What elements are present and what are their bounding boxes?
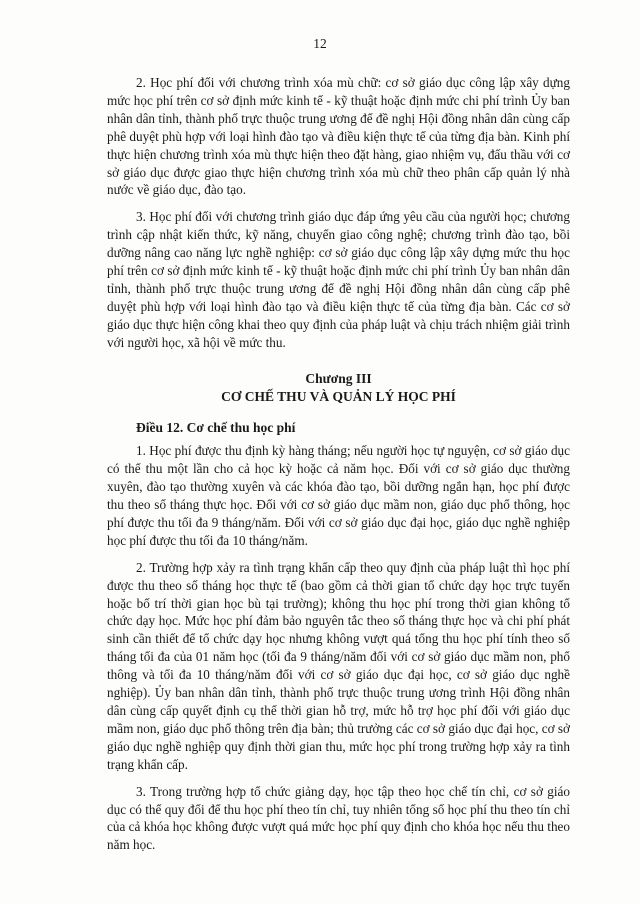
article-paragraph-1: 1. Học phí được thu định kỳ hàng tháng; nếu người học tự nguyện, cơ sở giáo dục có thể thu một lần cho cả học kỳ hoặc cả năm học. Đối với cơ sở giáo dục thường xuyên, đào tạo thường xuyên và các khóa đào tạo, bồi dưỡng ngắn hạn, học phí được thu theo số tháng thực học. Đối với cơ sở giáo dục mầm non, giáo dục phổ thông, học phí được thu tối đa 9 tháng/năm. Đối với cơ sở giáo dục đại học, giáo dục nghề nghiệp học phí được thu tối đa 10 tháng/năm. (107, 443, 570, 548)
page-number: 12 (313, 36, 327, 51)
paragraph-tuition-learner-demand: 3. Học phí đối với chương trình giáo dục đáp ứng yêu cầu của người học; chương trình cập nhật kiến thức, kỹ năng, chuyển giao công nghệ; chương trình đào tạo, bồi dưỡng nâng cao năng lực nghề nghiệp: cơ sở giáo dục công lập xây dựng mức thu học phí trên cơ sở định mức kinh tế - kỹ thuật hoặc định mức chi phí trình Ủy ban nhân dân tỉnh, thành phố trực thuộc trung ương để đề nghị Hội đồng nhân dân cùng cấp phê duyệt phù hợp với loại hình đào tạo và điều kiện thực tế của từng địa bàn. Các cơ sở giáo dục thực hiện công khai theo quy định của pháp luật và chịu trách nhiệm giải trình với người học, xã hội về mức thu. (107, 209, 570, 350)
chapter-title: CƠ CHẾ THU VÀ QUẢN LÝ HỌC PHÍ (221, 388, 456, 404)
article-heading: Điều 12. Cơ chế thu học phí (136, 420, 296, 436)
article-paragraph-3: 3. Trong trường hợp tổ chức giảng dạy, học tập theo học chế tín chỉ, cơ sở giáo dục có thể quy đổi để thu học phí theo tín chỉ, tuy nhiên tổng số học phí thu theo tín chỉ của cả khóa học không được vượt quá mức học phí quy định cho khóa học nếu thu theo năm học. (107, 783, 570, 853)
chapter-number: Chương III (305, 370, 372, 386)
document-body (107, 74, 570, 854)
article-paragraph-2: 2. Trường hợp xảy ra tình trạng khẩn cấp theo quy định của pháp luật thì học phí được thu theo số tháng học thực tế (bao gồm cả thời gian tổ chức dạy học trực tuyến hoặc bố trí thời gian học bù tại trường); không thu học phí trong thời gian không tổ chức dạy học. Mức học phí đảm bảo nguyên tắc theo số tháng thực học và chi phí phát sinh cần thiết để tổ chức dạy học nhưng không vượt quá tổng thu học phí tính theo số tháng tối đa của 01 năm học (tối đa 9 tháng/năm đối với cơ sở giáo dục mầm non, phổ thông và tối đa 10 tháng/năm đối với cơ sở giáo dục đại học, cơ sở giáo dục nghề nghiệp). Ủy ban nhân dân tỉnh, thành phố trực thuộc trung ương trình Hội đồng nhân dân cùng cấp quyết định cụ thể thời gian hỗ trợ, mức hỗ trợ học phí đối với giáo dục mầm non, giáo dục phổ thông trên địa bàn; thủ trưởng các cơ sở giáo dục đại học, cơ sở giáo dục nghề nghiệp quy định thời gian thu, mức học phí trong trường hợp xảy ra tình trạng khẩn cấp. (107, 559, 570, 772)
paragraph-tuition-literacy: 2. Học phí đối với chương trình xóa mù chữ: cơ sở giáo dục công lập xây dựng mức học phí trên cơ sở định mức kinh tế - kỹ thuật hoặc định mức chi phí trình Ủy ban nhân dân tỉnh, thành phố trực thuộc trung ương để đề nghị Hội đồng nhân dân cùng cấp phê duyệt phù hợp với loại hình đào tạo và điều kiện thực tế của từng địa bàn. Kinh phí thực hiện chương trình xóa mù thực hiện theo đặt hàng, giao nhiệm vụ, đấu thầu với cơ sở giáo dục được giao thực hiện chương trình xóa mù chữ theo phân cấp quản lý nhà nước về giáo dục, đào tạo. (107, 75, 570, 198)
